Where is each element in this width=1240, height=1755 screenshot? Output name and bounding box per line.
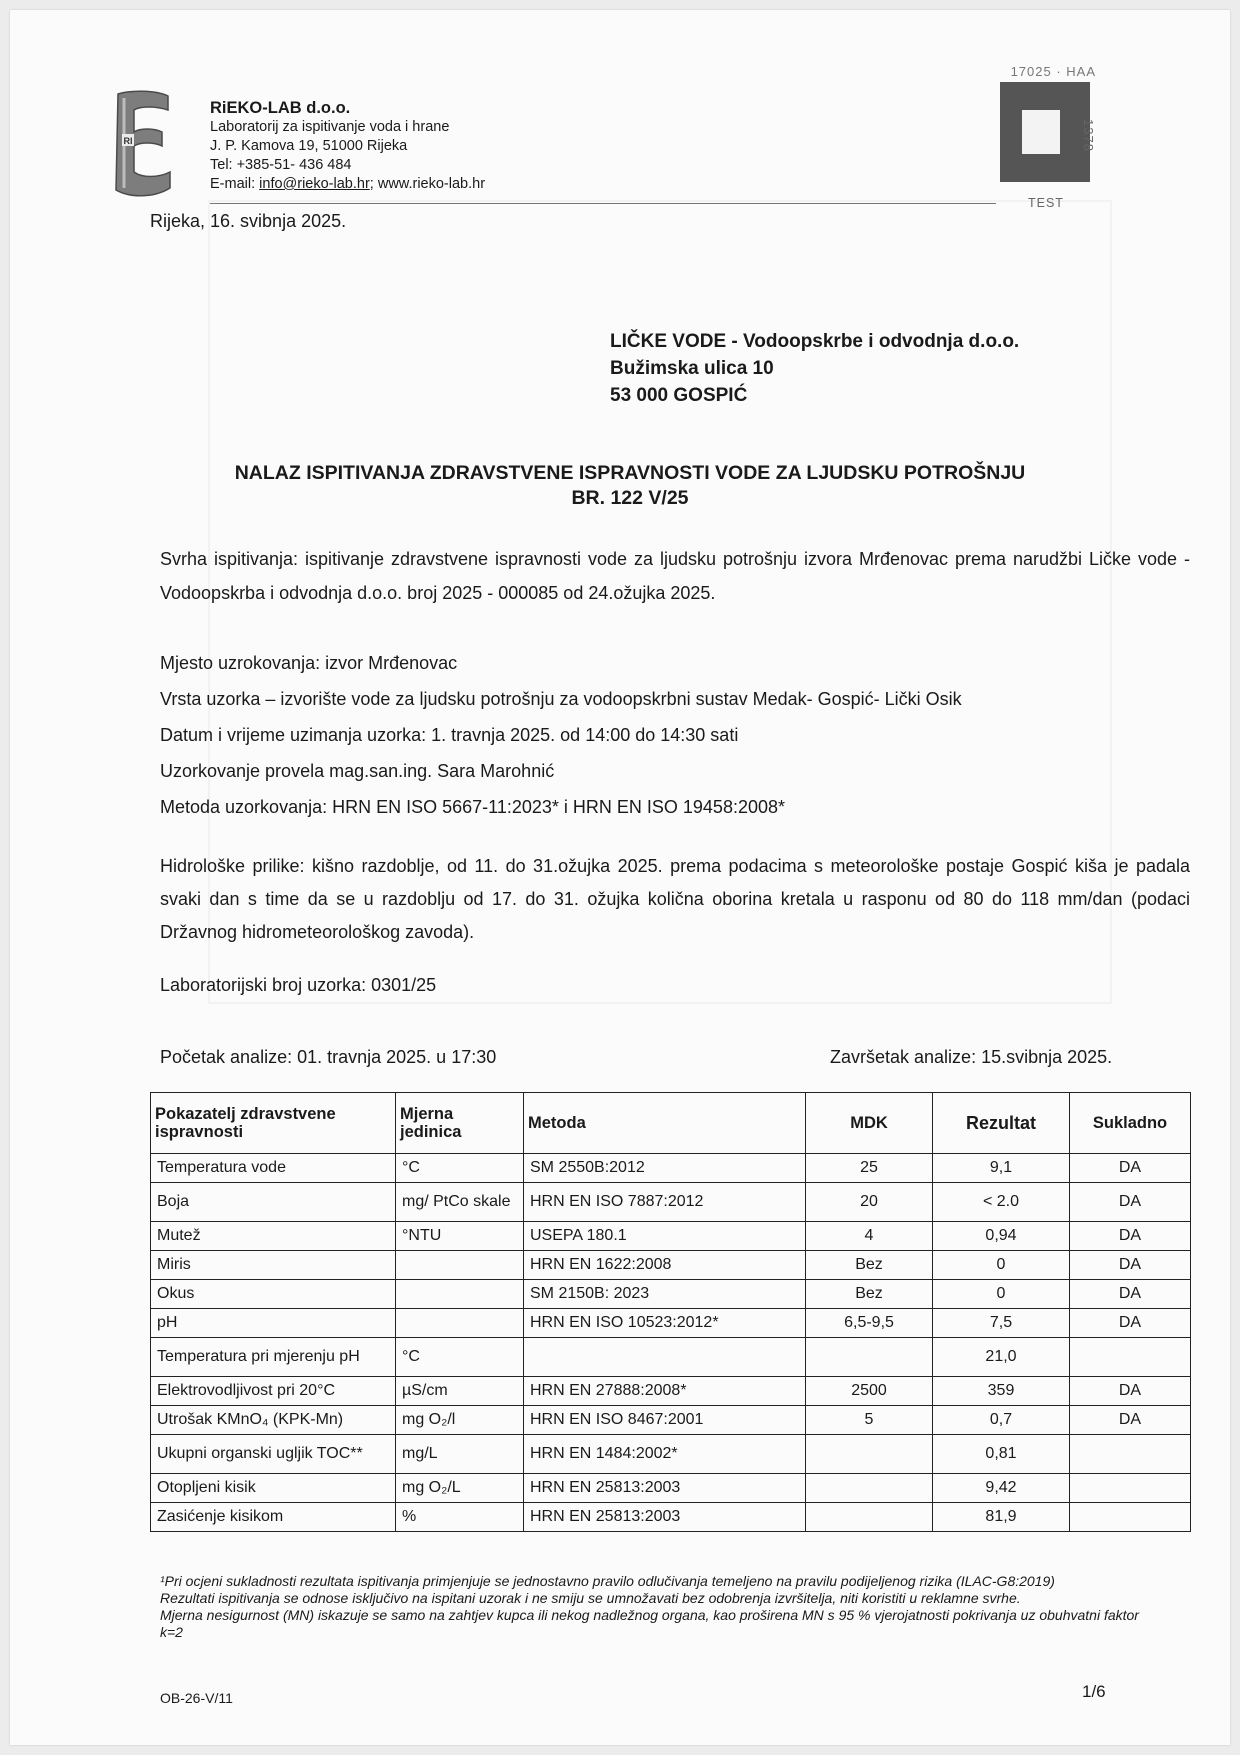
cell-result: 21,0: [933, 1338, 1070, 1377]
results-table: [150, 1092, 1191, 1532]
cell-result: 0,7: [933, 1406, 1070, 1435]
email-link[interactable]: info@rieko-lab.hr: [259, 176, 370, 192]
cell-unit: [396, 1280, 524, 1309]
cell-result: 9,42: [933, 1474, 1070, 1503]
footnote-decision-rule: ¹Pri ocjeni sukladnosti rezultata ispitivanja primjenjuje se jednostavno pravilo odlučivanja temeljeno na pravilu podijeljenog rizika (ILAC-G8:2019): [160, 1573, 1055, 1589]
accreditation-badge: [980, 64, 1110, 214]
cell-compliant: [1070, 1435, 1191, 1474]
cell-compliant: [1070, 1338, 1191, 1377]
cell-unit: mg/L: [396, 1435, 524, 1474]
cell-method: SM 2150B: 2023: [524, 1280, 806, 1309]
sampler: Uzorkovanje provela mag.san.ing. Sara Marohnić: [160, 761, 555, 781]
cell-method: USEPA 180.1: [524, 1222, 806, 1251]
lab-address: J. P. Kamova 19, 51000 Rijeka: [210, 138, 408, 154]
cell-compliant: DA: [1070, 1280, 1191, 1309]
accreditation-label: TEST: [1028, 196, 1064, 210]
table-row: [151, 1154, 1191, 1183]
sampling-method: Metoda uzorkovanja: HRN EN ISO 5667-11:2023* i HRN EN ISO 19458:2008*: [160, 797, 785, 817]
cell-parameter: Miris: [151, 1251, 396, 1280]
footnote-validity: Rezultati ispitivanja se odnose isključivo na ispitani uzorak i ne smiju se umnožavati bez odobrenja izvršitelja, niti koristiti u reklamne svrhe.: [160, 1590, 1021, 1606]
cell-unit: °NTU: [396, 1222, 524, 1251]
cell-parameter: Temperatura vode: [151, 1154, 396, 1183]
rieko-lab-logo: [110, 88, 174, 200]
lab-header: [210, 98, 485, 194]
lab-sample-number: Laboratorijski broj uzorka: 0301/25: [160, 975, 437, 995]
table-row: [151, 1377, 1191, 1406]
recipient-name: LIČKE VODE - Vodoopskrbe i odvodnja d.o.o.: [610, 331, 1020, 352]
website: ; www.rieko-lab.hr: [369, 176, 486, 192]
cell-result: 81,9: [933, 1503, 1070, 1532]
header-result: Rezultat: [933, 1093, 1070, 1154]
cell-compliant: [1070, 1503, 1191, 1532]
purpose-paragraph: Svrha ispitivanja: ispitivanje zdravstvene ispravnosti vode za ljudsku potrošnju izvora Mrđenovac prema narudžbi Ličke vode - Vodoopskrba i odvodnja d.o.o. broj 2025 - 000085 od 24.ožujka 2025.: [160, 549, 1190, 603]
cell-compliant: DA: [1070, 1222, 1191, 1251]
table-row: [151, 1309, 1191, 1338]
cell-result: 9,1: [933, 1154, 1070, 1183]
cell-compliant: DA: [1070, 1377, 1191, 1406]
cell-unit: mg O₂/l: [396, 1406, 524, 1435]
lab-phone: Tel: +385-51- 436 484: [210, 157, 352, 173]
cell-unit: mg O₂/L: [396, 1474, 524, 1503]
lab-name: RiEKO-LAB d.o.o.: [210, 99, 351, 117]
cell-compliant: DA: [1070, 1251, 1191, 1280]
table-row: [151, 1503, 1191, 1532]
cell-unit: µS/cm: [396, 1377, 524, 1406]
cell-method: HRN EN 27888:2008*: [524, 1377, 806, 1406]
cell-method: HRN EN 1622:2008: [524, 1251, 806, 1280]
analysis-end: Završetak analize: 15.svibnja 2025.: [830, 1047, 1113, 1067]
accreditation-code: 17025 · HAA: [1010, 64, 1096, 79]
date-line: Rijeka, 16. svibnja 2025.: [150, 211, 347, 231]
recipient-city: 53 000 GOSPIĆ: [610, 385, 748, 406]
sampling-location: Mjesto uzrokovanja: izvor Mrđenovac: [160, 653, 458, 673]
cell-mdk: [806, 1503, 933, 1532]
cell-unit: °C: [396, 1338, 524, 1377]
recipient-street: Bužimska ulica 10: [610, 358, 774, 379]
cell-unit: [396, 1309, 524, 1338]
cell-mdk: 5: [806, 1406, 933, 1435]
cell-mdk: 4: [806, 1222, 933, 1251]
logo-letters: RI: [123, 136, 133, 146]
cell-mdk: Bez: [806, 1251, 933, 1280]
cell-mdk: [806, 1435, 933, 1474]
header-compliant: Sukladno: [1070, 1093, 1191, 1154]
table-row: [151, 1222, 1191, 1251]
cell-compliant: DA: [1070, 1309, 1191, 1338]
header-mdk: MDK: [806, 1093, 933, 1154]
cell-unit: [396, 1251, 524, 1280]
cell-parameter: Otopljeni kisik: [151, 1474, 396, 1503]
cell-parameter: Temperatura pri mjerenju pH: [151, 1338, 396, 1377]
cell-mdk: 25: [806, 1154, 933, 1183]
cell-result: 0: [933, 1251, 1070, 1280]
accreditation-number: 1378: [1081, 119, 1096, 152]
email-prefix: E-mail:: [210, 176, 260, 192]
form-code: OB-26-V/11: [160, 1690, 233, 1706]
cell-compliant: DA: [1070, 1406, 1191, 1435]
cell-method: SM 2550B:2012: [524, 1154, 806, 1183]
header-divider: [210, 203, 996, 204]
document-page: [10, 10, 1230, 1745]
cell-parameter: Zasićenje kisikom: [151, 1503, 396, 1532]
cell-method: [524, 1338, 806, 1377]
header-method: Metoda: [524, 1093, 806, 1154]
cell-method: HRN EN ISO 10523:2012*: [524, 1309, 806, 1338]
cell-result: < 2.0: [933, 1183, 1070, 1222]
analysis-start: Početak analize: 01. travnja 2025. u 17:30: [160, 1047, 497, 1067]
hydrology-paragraph: Hidrološke prilike: kišno razdoblje, od 11. do 31.ožujka 2025. prema podacima s meteorološke postaje Gospić kiša je padala svaki dan s time da se u razdoblju od 17. do 31. ožujka količna oborina kretala u rasponu od 80 do 118 mm/dan (podaci Državnog hidrometeorološkog zavoda).: [160, 856, 1190, 942]
cell-mdk: [806, 1338, 933, 1377]
cell-result: 0,81: [933, 1435, 1070, 1474]
cell-method: HRN EN 1484:2002*: [524, 1435, 806, 1474]
page-number: 1/6: [1082, 1682, 1106, 1701]
cell-result: 7,5: [933, 1309, 1070, 1338]
footnote-uncertainty: Mjerna nesigurnost (MN) iskazuje se samo na zahtjev kupca ili nekog nadležnog organa, kao proširena MN s 95 % vjerojatnosti pokrivanja uz obuhvatni faktor k=2: [160, 1607, 1139, 1640]
cell-result: 359: [933, 1377, 1070, 1406]
sampling-datetime: Datum i vrijeme uzimanja uzorka: 1. travnja 2025. od 14:00 do 14:30 sati: [160, 725, 739, 745]
sample-type: Vrsta uzorka – izvorište vode za ljudsku potrošnju za vodoopskrbni sustav Medak- Gospić- Lički Osik: [160, 689, 962, 709]
cell-parameter: Okus: [151, 1280, 396, 1309]
cell-method: HRN EN 25813:2003: [524, 1503, 806, 1532]
cell-mdk: 20: [806, 1183, 933, 1222]
cell-mdk: Bez: [806, 1280, 933, 1309]
report-title: NALAZ ISPITIVANJA ZDRAVSTVENE ISPRAVNOSTI VODE ZA LJUDSKU POTROŠNJU: [234, 462, 1026, 484]
table-row: [151, 1251, 1191, 1280]
cell-parameter: Mutež: [151, 1222, 396, 1251]
table-row: [151, 1474, 1191, 1503]
cell-mdk: [806, 1474, 933, 1503]
cell-unit: mg/ PtCo skale: [396, 1183, 524, 1222]
cell-method: HRN EN 25813:2003: [524, 1474, 806, 1503]
table-row: [151, 1183, 1191, 1222]
cell-result: 0,94: [933, 1222, 1070, 1251]
cell-compliant: [1070, 1474, 1191, 1503]
cell-method: HRN EN ISO 8467:2001: [524, 1406, 806, 1435]
report-number: BR. 122 V/25: [571, 487, 689, 509]
table-row: [151, 1280, 1191, 1309]
cell-compliant: DA: [1070, 1154, 1191, 1183]
cell-parameter: pH: [151, 1309, 396, 1338]
table-row: [151, 1338, 1191, 1377]
cell-mdk: 2500: [806, 1377, 933, 1406]
lab-description: Laboratorij za ispitivanje voda i hrane: [210, 119, 450, 135]
table-row: [151, 1435, 1191, 1474]
cell-parameter: Boja: [151, 1183, 396, 1222]
cell-parameter: Ukupni organski ugljik TOC**: [151, 1435, 396, 1474]
cell-unit: %: [396, 1503, 524, 1532]
cell-result: 0: [933, 1280, 1070, 1309]
recipient-address: [610, 328, 1019, 409]
table-row: [151, 1406, 1191, 1435]
cell-unit: °C: [396, 1154, 524, 1183]
table-header-row: [151, 1093, 1191, 1154]
header-parameter: Pokazatelj zdravstvene ispravnosti: [151, 1093, 396, 1154]
header-unit: Mjerna jedinica: [396, 1093, 524, 1154]
cell-parameter: Elektrovodljivost pri 20°C: [151, 1377, 396, 1406]
lab-contact: [210, 175, 485, 194]
cell-parameter: Utrošak KMnO₄ (KPK-Mn): [151, 1406, 396, 1435]
footnotes: [160, 1573, 1160, 1641]
cell-compliant: DA: [1070, 1183, 1191, 1222]
cell-method: HRN EN ISO 7887:2012: [524, 1183, 806, 1222]
cell-mdk: 6,5-9,5: [806, 1309, 933, 1338]
